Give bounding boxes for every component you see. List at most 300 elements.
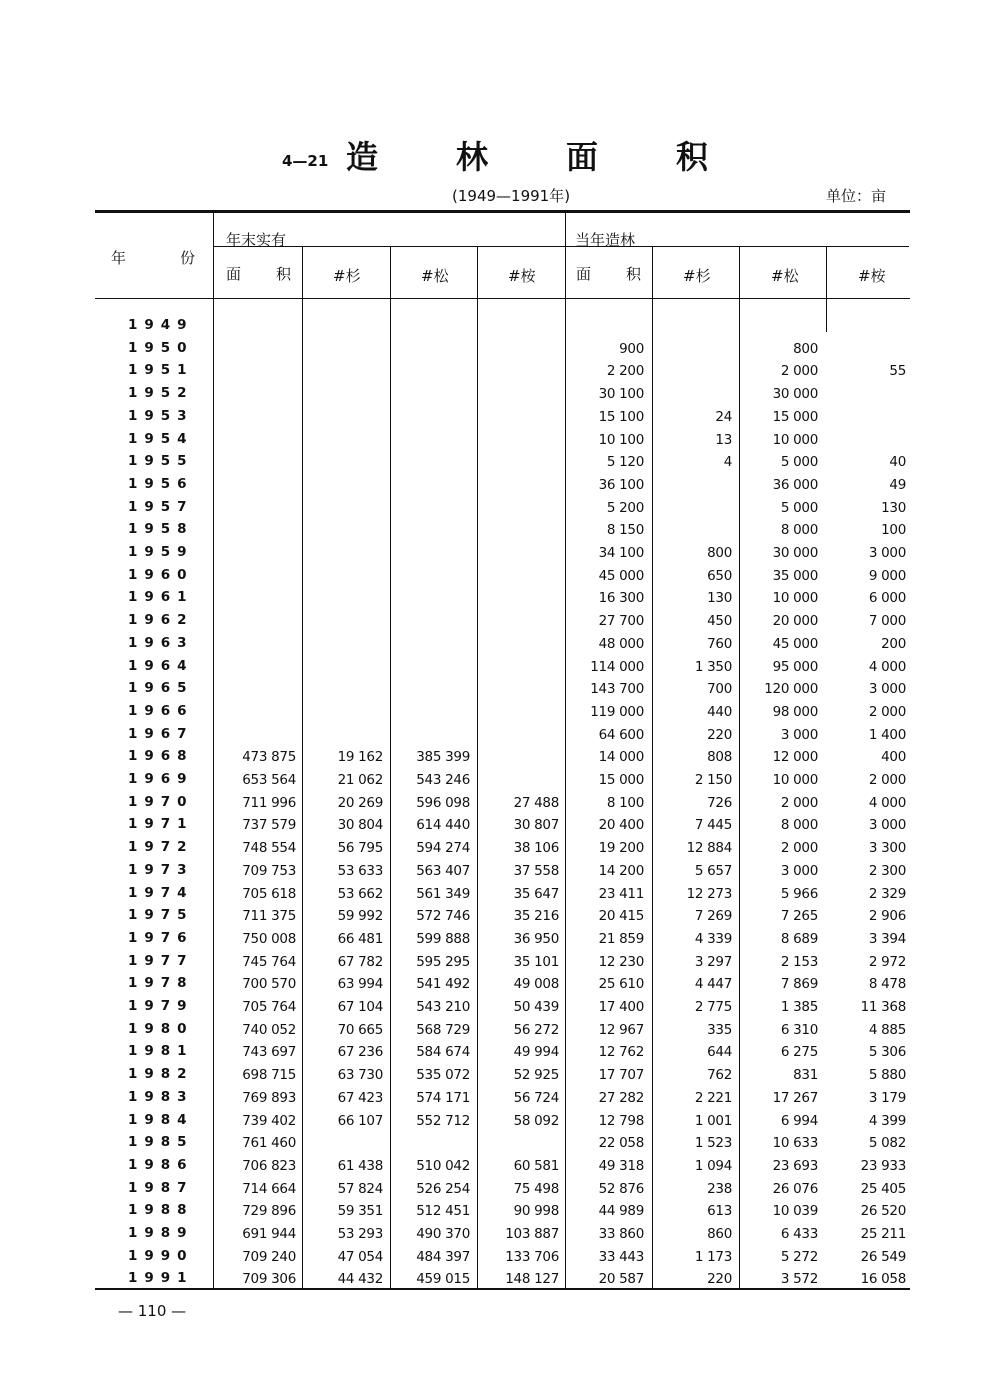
cell-n-fir: 808 [707,749,732,766]
cell-n-euc: 16 058 [860,1271,906,1288]
cell-n-pine: 831 [793,1067,818,1084]
cell-s-area: 711 996 [242,794,296,811]
cell-s-pine: 512 451 [416,1203,470,1220]
cell-n-fir: 1 094 [694,1157,732,1174]
year-cell: 1984 [128,1111,194,1128]
year-cell: 1956 [128,475,194,492]
cell-n-pine: 12 000 [772,749,818,766]
cell-n-fir: 130 [707,590,732,607]
year-cell: 1987 [128,1179,194,1196]
cell-n-area: 2 200 [606,363,644,380]
cell-n-euc: 400 [881,749,906,766]
year-cell: 1977 [128,952,194,969]
cell-n-fir: 5 657 [694,862,732,879]
year-cell: 1979 [128,998,194,1014]
year-cell: 1991 [128,1270,194,1287]
cell-s-pine: 595 295 [416,953,470,970]
cell-s-fir: 66 481 [337,930,383,947]
unit-label: 单位：亩 [826,187,887,205]
cell-n-euc: 23 933 [860,1157,906,1174]
year-cell: 1980 [128,1020,194,1037]
year-cell: 1960 [128,566,194,583]
cell-n-euc: 2 300 [868,862,906,879]
header-new-euc: #桉 [858,267,886,285]
col-divider [477,247,478,1288]
cell-n-pine: 20 000 [772,613,818,630]
cell-s-euc: 35 101 [513,953,559,970]
cell-s-fir: 67 782 [337,953,383,970]
cell-n-fir: 3 297 [694,953,732,970]
cell-s-pine: 599 888 [416,930,470,947]
cell-n-pine: 7 869 [780,976,818,993]
cell-n-fir: 1 173 [694,1248,732,1265]
cell-s-euc: 49 008 [513,976,559,993]
cell-n-area: 12 762 [598,1044,644,1061]
cell-s-area: 473 875 [242,749,296,766]
cell-n-pine: 30 000 [772,386,818,403]
cell-s-euc: 133 706 [505,1248,559,1265]
cell-n-euc: 4 000 [868,794,906,811]
cell-n-pine: 10 000 [772,590,818,607]
cell-n-euc: 26 520 [860,1203,906,1220]
header-stock-area-b: 积 [276,265,292,283]
cell-n-area: 17 707 [598,1067,644,1084]
cell-n-area: 21 859 [598,930,644,947]
cell-n-euc: 2 972 [868,953,906,970]
cell-s-area: 700 570 [242,976,296,993]
cell-n-euc: 3 000 [868,817,906,834]
cell-s-euc: 35 216 [513,908,559,925]
cell-s-pine: 572 746 [416,908,470,925]
cell-s-area: 711 375 [242,908,296,925]
cell-n-area: 12 230 [598,953,644,970]
cell-s-area: 740 052 [242,1021,296,1038]
cell-n-fir: 4 [723,454,732,471]
cell-n-area: 49 318 [598,1157,644,1174]
cell-n-area: 27 282 [598,1089,644,1106]
cell-s-pine: 385 399 [416,749,470,766]
cell-s-euc: 60 581 [513,1157,559,1174]
cell-s-euc: 49 994 [513,1044,559,1061]
col-divider [390,247,391,1288]
cell-n-pine: 6 433 [780,1226,818,1242]
cell-n-area: 14 000 [598,749,644,766]
header-group-stock: 年末实有 [226,231,287,249]
cell-n-euc: 7 000 [868,613,906,630]
cell-s-area: 698 715 [242,1067,296,1084]
cell-n-euc: 3 300 [868,840,906,857]
cell-n-area: 12 798 [598,1112,644,1129]
year-cell: 1952 [128,385,194,402]
cell-s-euc: 36 950 [513,930,559,947]
cell-s-area: 706 823 [242,1157,296,1174]
cell-n-fir: 335 [707,1021,732,1038]
cell-n-fir: 1 523 [694,1135,732,1152]
cell-n-euc: 2 329 [868,885,906,902]
cell-n-area: 16 300 [598,590,644,607]
cell-n-pine: 6 310 [780,1021,818,1038]
cell-n-fir: 220 [707,1271,732,1288]
cell-s-area: 709 240 [242,1248,296,1265]
cell-n-fir: 644 [707,1044,732,1061]
header-stock-fir: #杉 [333,267,361,285]
cell-n-area: 20 587 [598,1271,644,1288]
cell-n-area: 45 000 [598,567,644,584]
cell-n-fir: 450 [707,613,732,630]
cell-s-fir: 66 107 [337,1112,383,1129]
year-cell: 1965 [128,680,194,697]
cell-s-pine: 543 246 [416,772,470,788]
cell-s-euc: 103 887 [505,1226,559,1242]
cell-n-fir: 7 269 [694,908,732,925]
cell-s-fir: 70 665 [337,1021,383,1038]
cell-n-pine: 6 275 [780,1044,818,1061]
cell-n-area: 25 610 [598,976,644,993]
cell-s-area: 714 664 [242,1180,296,1197]
cell-n-pine: 7 265 [780,908,818,925]
year-cell: 1973 [128,861,194,878]
cell-s-fir: 67 423 [337,1089,383,1106]
cell-n-area: 14 200 [598,862,644,879]
cell-s-area: 769 893 [242,1089,296,1106]
cell-n-fir: 4 339 [694,930,732,947]
cell-s-pine: 541 492 [416,976,470,993]
cell-n-area: 64 600 [598,726,644,743]
cell-s-area: 709 753 [242,862,296,879]
cell-n-area: 20 400 [598,817,644,834]
cell-s-fir: 53 662 [337,885,383,902]
year-cell: 1976 [128,929,194,946]
cell-s-area: 748 554 [242,840,296,857]
cell-n-euc: 2 000 [868,703,906,720]
cell-n-area: 114 000 [590,658,644,675]
cell-s-fir: 59 992 [337,908,383,925]
year-cell: 1963 [128,634,194,651]
cell-s-pine: 594 274 [416,840,470,857]
cell-n-euc: 3 394 [868,930,906,947]
cell-n-area: 8 150 [606,522,644,539]
cell-n-euc: 130 [881,499,906,516]
cell-n-euc: 25 211 [860,1226,906,1242]
cell-n-pine: 45 000 [772,635,818,652]
cell-s-pine: 596 098 [416,794,470,811]
cell-s-fir: 47 054 [337,1248,383,1265]
cell-n-pine: 3 572 [780,1271,818,1288]
year-cell: 1983 [128,1088,194,1105]
col-divider [302,247,303,1288]
title-char-1: 造 [346,138,379,176]
cell-n-euc: 2 000 [868,772,906,788]
cell-n-pine: 26 076 [772,1180,818,1197]
cell-n-pine: 5 966 [780,885,818,902]
year-cell: 1955 [128,453,194,470]
cell-s-euc: 90 998 [513,1203,559,1220]
cell-n-euc: 49 [889,476,906,493]
cell-n-euc: 3 000 [868,545,906,561]
year-cell: 1990 [128,1247,194,1264]
cell-n-euc: 8 478 [868,976,906,993]
title-char-2: 林 [456,138,489,176]
cell-n-area: 30 100 [598,386,644,403]
cell-n-pine: 3 000 [780,862,818,879]
cell-s-pine: 535 072 [416,1067,470,1084]
cell-n-euc: 5 880 [868,1067,906,1084]
cell-n-pine: 5 272 [780,1248,818,1265]
cell-n-fir: 2 150 [694,772,732,788]
cell-n-area: 48 000 [598,635,644,652]
cell-n-euc: 5 306 [868,1044,906,1061]
cell-n-euc: 40 [889,454,906,471]
cell-n-area: 15 000 [598,772,644,788]
cell-s-euc: 56 272 [513,1021,559,1038]
table-top-rule [95,210,910,213]
cell-s-area: 745 764 [242,953,296,970]
cell-s-euc: 50 439 [513,999,559,1015]
cell-n-euc: 11 368 [860,999,906,1015]
year-cell: 1964 [128,657,194,674]
cell-s-pine: 552 712 [416,1112,470,1129]
cell-s-pine: 459 015 [416,1271,470,1288]
cell-n-pine: 2 000 [780,363,818,380]
cell-n-pine: 10 000 [772,431,818,448]
cell-s-fir: 19 162 [337,749,383,766]
cell-n-area: 143 700 [590,681,644,698]
year-cell: 1970 [128,793,194,810]
page-number: — 110 — [118,1302,187,1320]
cell-s-area: 653 564 [242,772,296,788]
cell-s-fir: 61 438 [337,1157,383,1174]
year-cell: 1974 [128,884,194,901]
cell-s-pine: 526 254 [416,1180,470,1197]
cell-n-fir: 440 [707,703,732,720]
cell-n-area: 36 100 [598,476,644,493]
cell-n-euc: 5 082 [868,1135,906,1152]
cell-n-fir: 860 [707,1226,732,1242]
cell-s-fir: 53 633 [337,862,383,879]
cell-n-pine: 15 000 [772,408,818,425]
cell-n-pine: 1 385 [780,999,818,1015]
subtitle: (1949—1991年) [452,187,571,205]
year-cell: 1982 [128,1066,194,1083]
cell-n-fir: 1 001 [694,1112,732,1129]
cell-s-fir: 56 795 [337,840,383,857]
cell-n-euc: 4 000 [868,658,906,675]
cell-n-fir: 726 [707,794,732,811]
cell-s-fir: 63 730 [337,1067,383,1084]
cell-s-area: 705 764 [242,999,296,1015]
cell-s-fir: 67 104 [337,999,383,1015]
cell-s-area: 705 618 [242,885,296,902]
cell-s-area: 743 697 [242,1044,296,1061]
cell-n-fir: 762 [707,1067,732,1084]
cell-s-euc: 38 106 [513,840,559,857]
cell-n-pine: 3 000 [780,726,818,743]
cell-n-pine: 6 994 [780,1112,818,1129]
cell-n-pine: 23 693 [772,1157,818,1174]
year-cell: 1958 [128,521,194,538]
cell-n-euc: 26 549 [860,1248,906,1265]
year-cell: 1986 [128,1156,194,1173]
cell-s-fir: 20 269 [337,794,383,811]
cell-n-pine: 2 000 [780,840,818,857]
year-cell: 1967 [128,725,194,742]
group-header-rule [214,246,909,247]
cell-n-area: 34 100 [598,545,644,561]
cell-s-pine: 561 349 [416,885,470,902]
cell-n-area: 23 411 [598,885,644,902]
col-divider [565,212,566,1288]
year-cell: 1972 [128,839,194,856]
cell-n-area: 33 860 [598,1226,644,1242]
cell-n-euc: 6 000 [868,590,906,607]
cell-n-area: 22 058 [598,1135,644,1152]
header-new-area-b: 积 [626,265,642,283]
year-cell: 1975 [128,907,194,924]
cell-s-fir: 44 432 [337,1271,383,1288]
year-cell: 1989 [128,1225,194,1241]
cell-s-pine: 543 210 [416,999,470,1015]
cell-s-area: 739 402 [242,1112,296,1129]
year-cell: 1988 [128,1202,194,1219]
cell-n-euc: 4 399 [868,1112,906,1129]
cell-n-pine: 8 000 [780,522,818,539]
cell-n-area: 12 967 [598,1021,644,1038]
cell-s-euc: 56 724 [513,1089,559,1106]
cell-n-pine: 98 000 [772,703,818,720]
cell-s-pine: 584 674 [416,1044,470,1061]
page-title [0,132,1000,182]
header-year-b: 份 [180,249,196,267]
header-new-area-a: 面 [576,265,592,283]
cell-n-euc: 200 [881,635,906,652]
cell-s-euc: 52 925 [513,1067,559,1084]
cell-n-area: 27 700 [598,613,644,630]
cell-n-pine: 8 689 [780,930,818,947]
cell-s-pine: 510 042 [416,1157,470,1174]
cell-s-area: 729 896 [242,1203,296,1220]
year-cell: 1950 [128,339,194,356]
cell-s-area: 750 008 [242,930,296,947]
year-cell: 1985 [128,1134,194,1151]
cell-n-fir: 760 [707,635,732,652]
cell-s-fir: 30 804 [337,817,383,834]
cell-s-area: 709 306 [242,1271,296,1288]
cell-n-fir: 650 [707,567,732,584]
cell-n-pine: 8 000 [780,817,818,834]
header-year-a: 年 [111,249,127,267]
cell-n-area: 52 876 [598,1180,644,1197]
cell-n-fir: 4 447 [694,976,732,993]
cell-n-area: 17 400 [598,999,644,1015]
cell-s-euc: 27 488 [513,794,559,811]
year-cell: 1961 [128,589,194,606]
cell-s-fir: 53 293 [337,1226,383,1242]
cell-n-pine: 800 [793,340,818,357]
header-new-fir: #杉 [683,267,711,285]
table-bottom-rule [95,1288,910,1290]
col-divider [826,247,827,332]
year-cell: 1968 [128,748,194,765]
cell-n-fir: 220 [707,726,732,743]
cell-n-area: 15 100 [598,408,644,425]
cell-n-pine: 10 000 [772,772,818,788]
cell-n-fir: 2 221 [694,1089,732,1106]
col-divider [652,247,653,1288]
cell-n-area: 5 120 [606,454,644,471]
header-group-new: 当年造林 [575,231,636,249]
cell-s-pine: 574 171 [416,1089,470,1106]
cell-n-fir: 7 445 [694,817,732,834]
cell-n-fir: 12 884 [686,840,732,857]
cell-n-euc: 3 000 [868,681,906,698]
cell-n-euc: 2 906 [868,908,906,925]
col-divider [739,247,740,1288]
cell-s-pine: 484 397 [416,1248,470,1265]
cell-n-fir: 12 273 [686,885,732,902]
year-cell: 1969 [128,771,194,787]
cell-n-area: 33 443 [598,1248,644,1265]
cell-n-pine: 2 000 [780,794,818,811]
cell-s-euc: 58 092 [513,1112,559,1129]
year-cell: 1954 [128,430,194,447]
header-bottom-rule [95,298,910,299]
cell-n-fir: 238 [707,1180,732,1197]
cell-n-pine: 120 000 [764,681,818,698]
cell-n-fir: 2 775 [694,999,732,1015]
cell-s-fir: 57 824 [337,1180,383,1197]
cell-n-euc: 55 [889,363,906,380]
cell-s-area: 691 944 [242,1226,296,1242]
header-new-pine: #松 [771,267,799,285]
cell-n-pine: 2 153 [780,953,818,970]
cell-s-fir: 67 236 [337,1044,383,1061]
cell-s-pine: 563 407 [416,862,470,879]
cell-n-pine: 35 000 [772,567,818,584]
year-cell: 1966 [128,702,194,719]
cell-n-area: 8 100 [606,794,644,811]
title-char-4: 积 [676,138,709,176]
year-cell: 1978 [128,975,194,992]
cell-s-area: 737 579 [242,817,296,834]
cell-n-area: 19 200 [598,840,644,857]
year-cell: 1951 [128,362,194,379]
cell-n-pine: 30 000 [772,545,818,561]
header-stock-euc: #桉 [508,267,536,285]
year-cell: 1962 [128,612,194,629]
cell-n-fir: 13 [715,431,732,448]
year-cell: 1953 [128,407,194,424]
cell-n-area: 10 100 [598,431,644,448]
cell-n-area: 5 200 [606,499,644,516]
cell-n-pine: 5 000 [780,499,818,516]
cell-n-area: 44 989 [598,1203,644,1220]
cell-n-fir: 800 [707,545,732,561]
title-char-3: 面 [566,138,599,176]
year-cell: 1949 [128,317,194,333]
cell-s-pine: 490 370 [416,1226,470,1242]
header-stock-pine: #松 [421,267,449,285]
cell-s-fir: 21 062 [337,772,383,788]
cell-s-euc: 30 807 [513,817,559,834]
cell-n-fir: 24 [715,408,732,425]
cell-n-euc: 1 400 [868,726,906,743]
header-stock-area-a: 面 [226,265,242,283]
cell-s-fir: 59 351 [337,1203,383,1220]
cell-n-pine: 10 039 [772,1203,818,1220]
cell-n-area: 900 [619,340,644,357]
cell-n-euc: 4 885 [868,1021,906,1038]
cell-s-euc: 37 558 [513,862,559,879]
